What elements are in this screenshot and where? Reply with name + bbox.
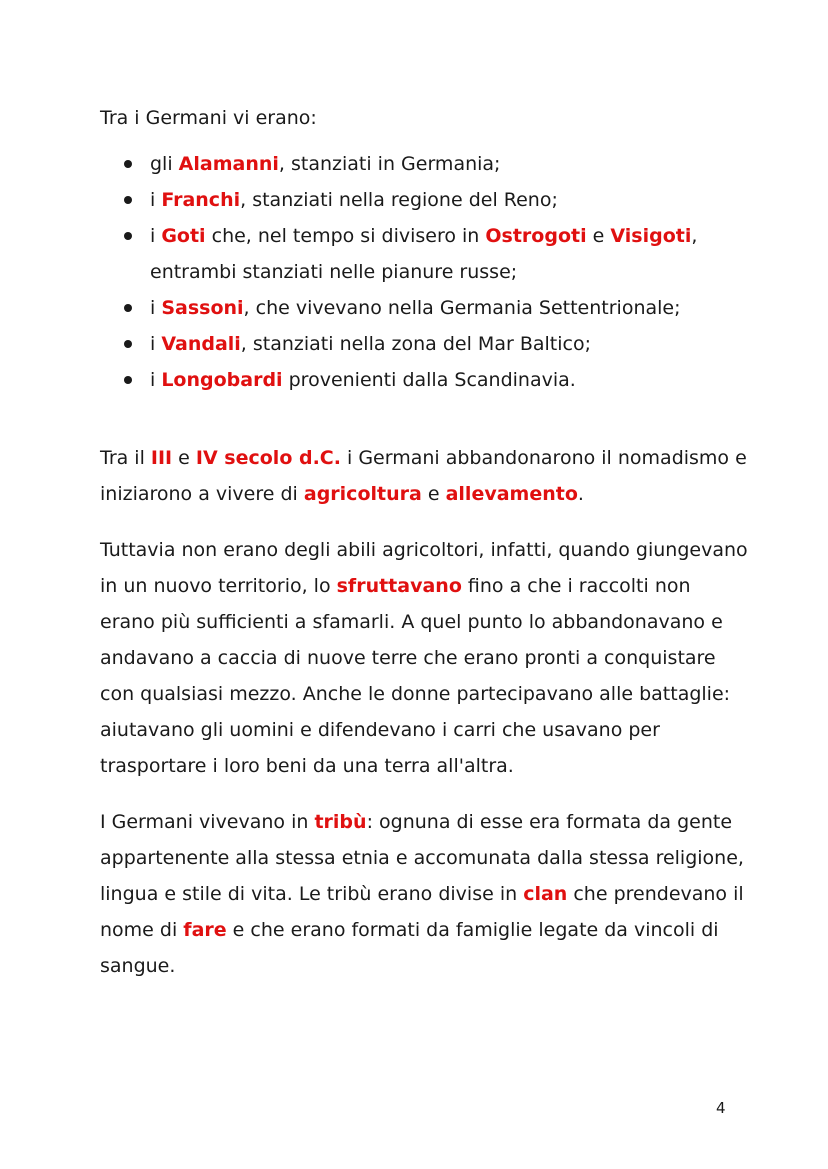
highlight-term: Visigoti [610,225,692,247]
bullet-icon [124,232,132,240]
highlight-term: IV secolo d.C. [195,447,341,469]
list-item: i Longobardi provenienti dalla Scandinavia. [150,362,750,398]
highlight-term: Ostrogoti [485,225,587,247]
highlight-term: Franchi [161,189,241,211]
highlight-term: agricoltura [303,483,422,505]
agriculture-paragraph: Tra il III e IV secolo d.C. i Germani abbandonarono il nomadismo e iniziarono a vivere di agricoltura e allevamento. [100,447,747,505]
bullet-icon [124,376,132,384]
highlight-term: Sassoni [161,297,244,319]
highlight-term: Alamanni [178,153,279,175]
highlight-term: III [150,447,173,469]
bullet-icon [124,196,132,204]
page-number: 4 [716,1099,726,1117]
highlight-term: tribù [314,811,367,833]
bullet-icon [124,340,132,348]
bullet-icon [124,160,132,168]
highlight-term: allevamento [445,483,578,505]
list-item: i Sassoni, che vivevano nella Germania Settentrionale; [150,290,750,326]
intro-paragraph: Tra i Germani vi erano: [100,107,317,129]
highlight-term: sfruttavano [336,575,462,597]
highlight-term: fare [183,919,227,941]
list-item: i Franchi, stanziati nella regione del Reno; [150,182,750,218]
germanic-peoples-list [100,146,750,398]
highlight-term: Longobardi [161,369,283,391]
exploitation-paragraph: Tuttavia non erano degli abili agricoltori, infatti, quando giungevano in un nuovo territorio, lo sfruttavano fino a che i raccolti non erano più sufficienti a sfamarli. A quel punto lo abbandonavano e andavano a caccia di nuove terre che erano pronti a conquistare con qualsiasi mezzo. Anche le donne partecipavano alle battaglie: aiutavano gli uomini e difendevano i carri che usavano per trasportare i loro beni da una terra all'altra. [100,539,748,777]
list-item: gli Alamanni, stanziati in Germania; [150,146,750,182]
highlight-term: Vandali [161,333,241,355]
list-item: i Vandali, stanziati nella zona del Mar Baltico; [150,326,750,362]
highlight-term: clan [523,883,568,905]
highlight-term: Goti [161,225,206,247]
tribes-paragraph: I Germani vivevano in tribù: ognuna di esse era formata da gente appartenente alla stessa etnia e accomunata dalla stessa religione, lingua e stile di vita. Le tribù erano divise in clan che prendevano il nome di fare e che erano formati da famiglie legate da vincoli di sangue. [100,811,744,977]
page-content [100,100,750,984]
bullet-icon [124,304,132,312]
list-item: i Goti che, nel tempo si divisero in Ostrogoti e Visigoti, entrambi stanziati nelle pianure russe; [150,218,750,290]
